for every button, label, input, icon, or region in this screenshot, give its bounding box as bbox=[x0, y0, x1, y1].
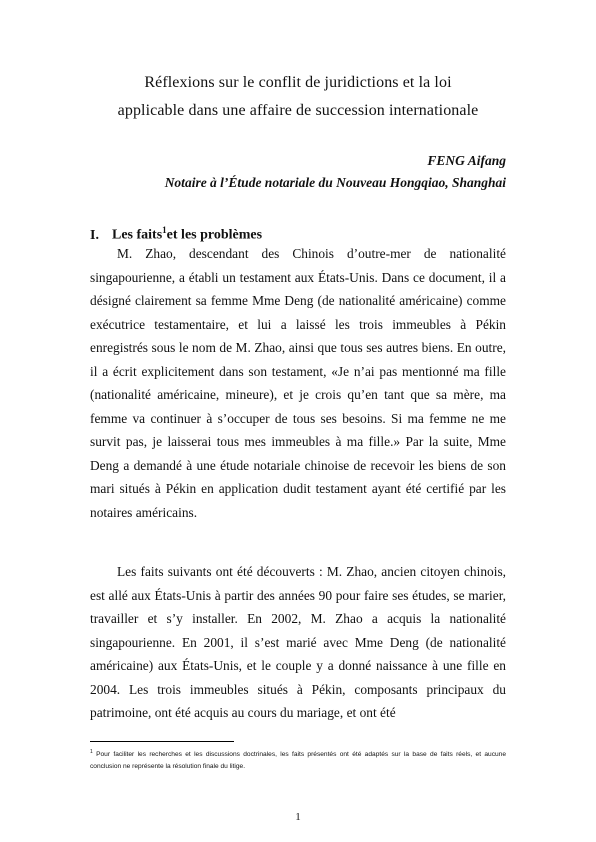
footnote-marker: 1 bbox=[90, 749, 93, 755]
page-number: 1 bbox=[295, 811, 301, 823]
document-title-line-1: Réflexions sur le conflit de juridictions et la loi bbox=[144, 74, 452, 91]
footnote bbox=[90, 746, 506, 773]
author-affiliation: Notaire à l’Étude notariale du Nouveau Hongqiao, Shanghai bbox=[164, 175, 506, 190]
author-name: FENG Aifang bbox=[427, 153, 506, 168]
section-title-text: Les faits bbox=[112, 227, 163, 243]
footnote-reference[interactable]: 1 bbox=[162, 225, 167, 235]
footnote-separator bbox=[90, 741, 234, 742]
section-number: I. bbox=[90, 227, 99, 243]
document-title-line-2: applicable dans une affaire de succession internationale bbox=[117, 102, 479, 119]
body-paragraph-2: Les faits suivants ont été découverts : M. Zhao, ancien citoyen chinois, est allé aux États-Unis à partir des années 90 pour faire ses études, se marier, travailler et s’y installer. En 2002, M. Zhao a acquis la nationalité singapourienne. En 2001, il s’est marié avec Mme Deng (de nationalité américaine) aux États-Unis, et le couple y a donné naissance à une fille en 2004. Les trois immeubles situés à Pékin, composants principaux du patrimoine, ont été acquis au cours du mariage, et ont été bbox=[90, 564, 506, 721]
body-paragraph-1: M. Zhao, descendant des Chinois d’outre-mer de nationalité singapourienne, a établi un testament aux États-Unis. Dans ce document, il a désigné clairement sa femme Mme Deng (de nationalité américaine) comme exécutrice testamentaire, et lui a laissé les trois immeubles à Pékin enregistrés sous le nom de M. Zhao, ainsi que tous ses autres biens. En outre, il a écrit explicitement dans son testament, «Je n’ai pas mentionné ma fille (nationalité américaine, mineure), et je crois qu’en tant que sa mère, ma femme va continuer à s’occuper de tous ses besoins. Si ma femme ne me survit pas, je laisserai tous mes immeubles à ma fille.» Par la suite, Mme Deng a demandé à une étude notariale chinoise de recevoir les biens de son mari situés à Pékin en application dudit testament ayant été certifié par les notaires américains. bbox=[90, 246, 506, 521]
section-title-rest: et les problèmes bbox=[166, 227, 263, 243]
section-heading bbox=[90, 225, 262, 244]
footnote-text: Pour faciliter les recherches et les discussions doctrinales, les faits présentés ont été adaptés sur la base de faits réels, et aucune conclusion ne représente la résolution finale du litige. bbox=[90, 751, 506, 771]
